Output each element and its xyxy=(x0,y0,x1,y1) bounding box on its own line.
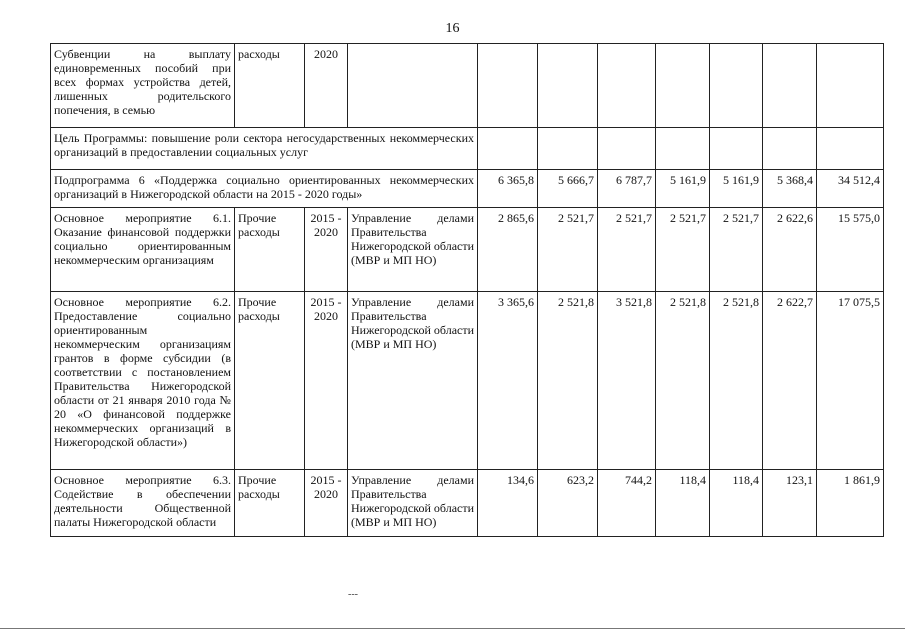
value-cell: 118,4 xyxy=(656,470,710,537)
table-row xyxy=(51,208,884,292)
value-cell: 744,2 xyxy=(598,470,656,537)
value-cell xyxy=(538,44,598,128)
measure-name: Субвенции на выплату единовременных пособий при всех формах устройства детей, лишенных родительского попечения, в семью xyxy=(51,44,235,128)
executor: Управление делами Правительства Нижегородской области (МВР и МП НО) xyxy=(348,292,478,470)
value-cell: 123,1 xyxy=(763,470,817,537)
scan-edge-line xyxy=(0,628,905,629)
measure-name: Основное мероприятие 6.1. Оказание финансовой поддержки социально ориентированным некоммерческим организациям xyxy=(51,208,235,292)
subprogram-row xyxy=(51,170,884,208)
value-cell: 34 512,4 xyxy=(817,170,884,208)
value-cell: 2 521,8 xyxy=(710,292,763,470)
value-cell: 3 365,6 xyxy=(478,292,538,470)
value-cell: 2 622,6 xyxy=(763,208,817,292)
value-cell: 5 161,9 xyxy=(656,170,710,208)
value-cell: 17 075,5 xyxy=(817,292,884,470)
measure-name: Основное мероприятие 6.2. Предоставление социально ориентированным некоммерческим организациям грантов в форме субсидии (в соответствии с постановлением Правительства Нижегородской области от 21 января 2010 года № 20 «О финансовой поддержке некоммерческих организаций в Нижегородской области») xyxy=(51,292,235,470)
value-cell xyxy=(817,44,884,128)
goal-row xyxy=(51,128,884,170)
value-cell: 2 865,6 xyxy=(478,208,538,292)
executor: Управление делами Правительства Нижегородской области (МВР и МП НО) xyxy=(348,208,478,292)
value-cell xyxy=(478,44,538,128)
period: 2020 xyxy=(305,44,348,128)
value-cell: 2 521,8 xyxy=(656,292,710,470)
period: 2015 - 2020 xyxy=(305,470,348,537)
table-row xyxy=(51,292,884,470)
scan-mark: ‑‑‑ xyxy=(348,589,358,600)
value-cell xyxy=(598,44,656,128)
table-row xyxy=(51,470,884,537)
value-cell: 118,4 xyxy=(710,470,763,537)
expense-type: Прочие расходы xyxy=(235,470,305,537)
value-cell: 6 787,7 xyxy=(598,170,656,208)
period: 2015 - 2020 xyxy=(305,292,348,470)
table-row xyxy=(51,44,884,128)
value-cell: 3 521,8 xyxy=(598,292,656,470)
value-cell: 1 861,9 xyxy=(817,470,884,537)
expense-type: Прочие расходы xyxy=(235,208,305,292)
executor xyxy=(348,44,478,128)
value-cell xyxy=(710,44,763,128)
executor: Управление делами Правительства Нижегородской области (МВР и МП НО) xyxy=(348,470,478,537)
budget-table xyxy=(50,43,884,537)
value-cell: 2 521,7 xyxy=(656,208,710,292)
value-cell: 5 368,4 xyxy=(763,170,817,208)
value-cell: 5 161,9 xyxy=(710,170,763,208)
value-cell: 6 365,8 xyxy=(478,170,538,208)
expense-type: Прочие расходы xyxy=(235,292,305,470)
value-cell: 2 521,8 xyxy=(538,292,598,470)
value-cell xyxy=(763,44,817,128)
value-cell: 2 521,7 xyxy=(710,208,763,292)
period: 2015 - 2020 xyxy=(305,208,348,292)
value-cell: 134,6 xyxy=(478,470,538,537)
value-cell xyxy=(656,44,710,128)
program-goal: Цель Программы: повышение роли сектора негосударственных некоммерческих организаций в предоставлении социальных услуг xyxy=(51,128,478,170)
page-number: 16 xyxy=(445,21,460,36)
value-cell: 5 666,7 xyxy=(538,170,598,208)
value-cell: 15 575,0 xyxy=(817,208,884,292)
measure-name: Основное мероприятие 6.3. Содействие в обеспечении деятельности Общественной палаты Нижегородской области xyxy=(51,470,235,537)
value-cell: 623,2 xyxy=(538,470,598,537)
value-cell: 2 521,7 xyxy=(598,208,656,292)
value-cell: 2 521,7 xyxy=(538,208,598,292)
value-cell: 2 622,7 xyxy=(763,292,817,470)
expense-type: расходы xyxy=(235,44,305,128)
subprogram-title: Подпрограмма 6 «Поддержка социально ориентированных некоммерческих организаций в Нижегородской области на 2015 - 2020 годы» xyxy=(51,170,478,208)
